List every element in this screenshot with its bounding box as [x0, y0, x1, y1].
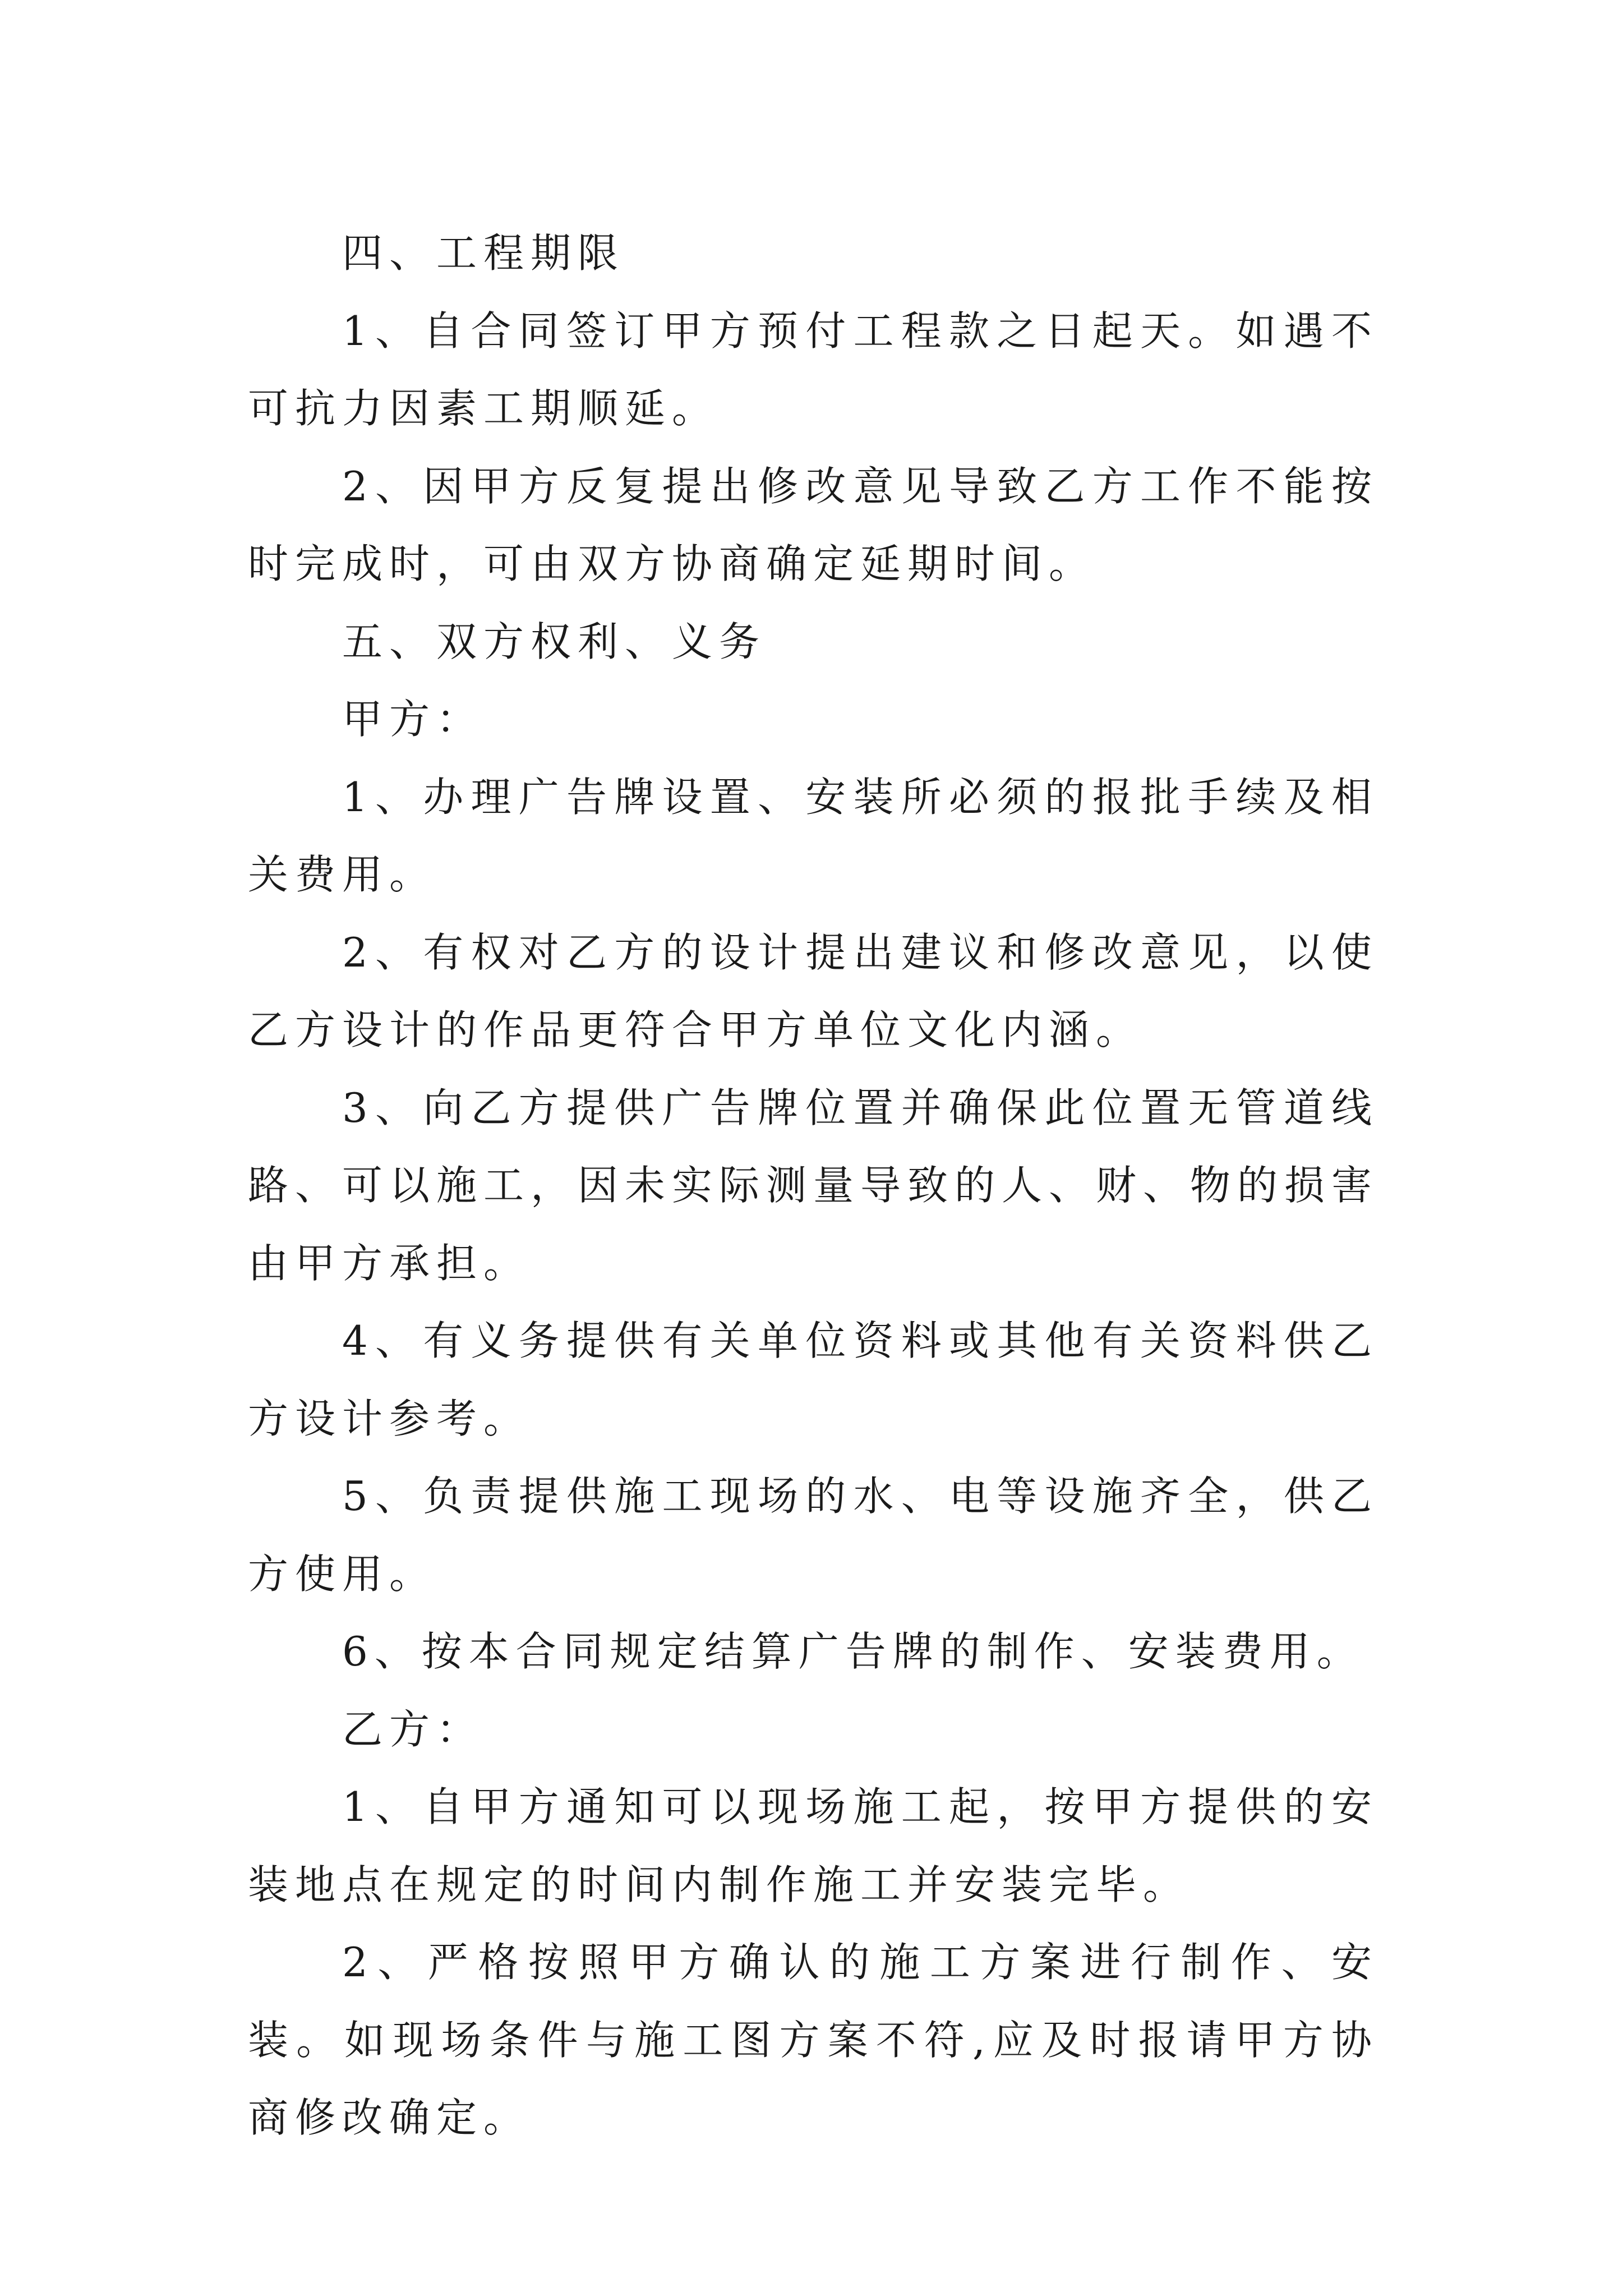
- party-a-heading: 甲方：: [342, 696, 484, 743]
- party-b-heading: 乙方：: [342, 1705, 484, 1753]
- party-b-clause-2: 2、严格按照甲方确认的施工方案进行制作、安装。如现场条件与施工图方案不符,应及时报请甲方协商修改确定。: [248, 1939, 1378, 2141]
- clause-period-1: 1、自合同签订甲方预付工程款之日起天。如遇不可抗力因素工期顺延。: [248, 307, 1378, 432]
- party-a-clause-4: 4、有义务提供有关单位资料或其他有关资料供乙方设计参考。: [248, 1317, 1378, 1442]
- section-heading-rights-obligations: 五、双方权利、义务: [342, 618, 767, 665]
- party-a-clause-1: 1、办理广告牌设置、安装所必须的报批手续及相关费用。: [248, 773, 1378, 898]
- section-heading-project-period: 四、工程期限: [342, 229, 625, 277]
- document-body: [248, 214, 1378, 2157]
- party-a-clause-3: 3、向乙方提供广告牌位置并确保此位置无管道线路、可以施工，因未实际测量导致的人、财、物的损害由甲方承担。: [248, 1084, 1379, 1287]
- party-a-clause-2: 2、有权对乙方的设计提出建议和修改意见，以使乙方设计的作品更符合甲方单位文化内涵。: [248, 928, 1378, 1053]
- party-a-clause-5: 5、负责提供施工现场的水、电等设施齐全，供乙方使用。: [248, 1473, 1378, 1598]
- party-a-clause-6: 6、按本合同规定结算广告牌的制作、安装费用。: [342, 1628, 1364, 1675]
- party-b-clause-1: 1、自甲方通知可以现场施工起，按甲方提供的安装地点在规定的时间内制作施工并安装完毕。: [248, 1783, 1378, 1908]
- clause-period-2: 2、因甲方反复提出修改意见导致乙方工作不能按时完成时，可由双方协商确定延期时间。: [248, 462, 1378, 587]
